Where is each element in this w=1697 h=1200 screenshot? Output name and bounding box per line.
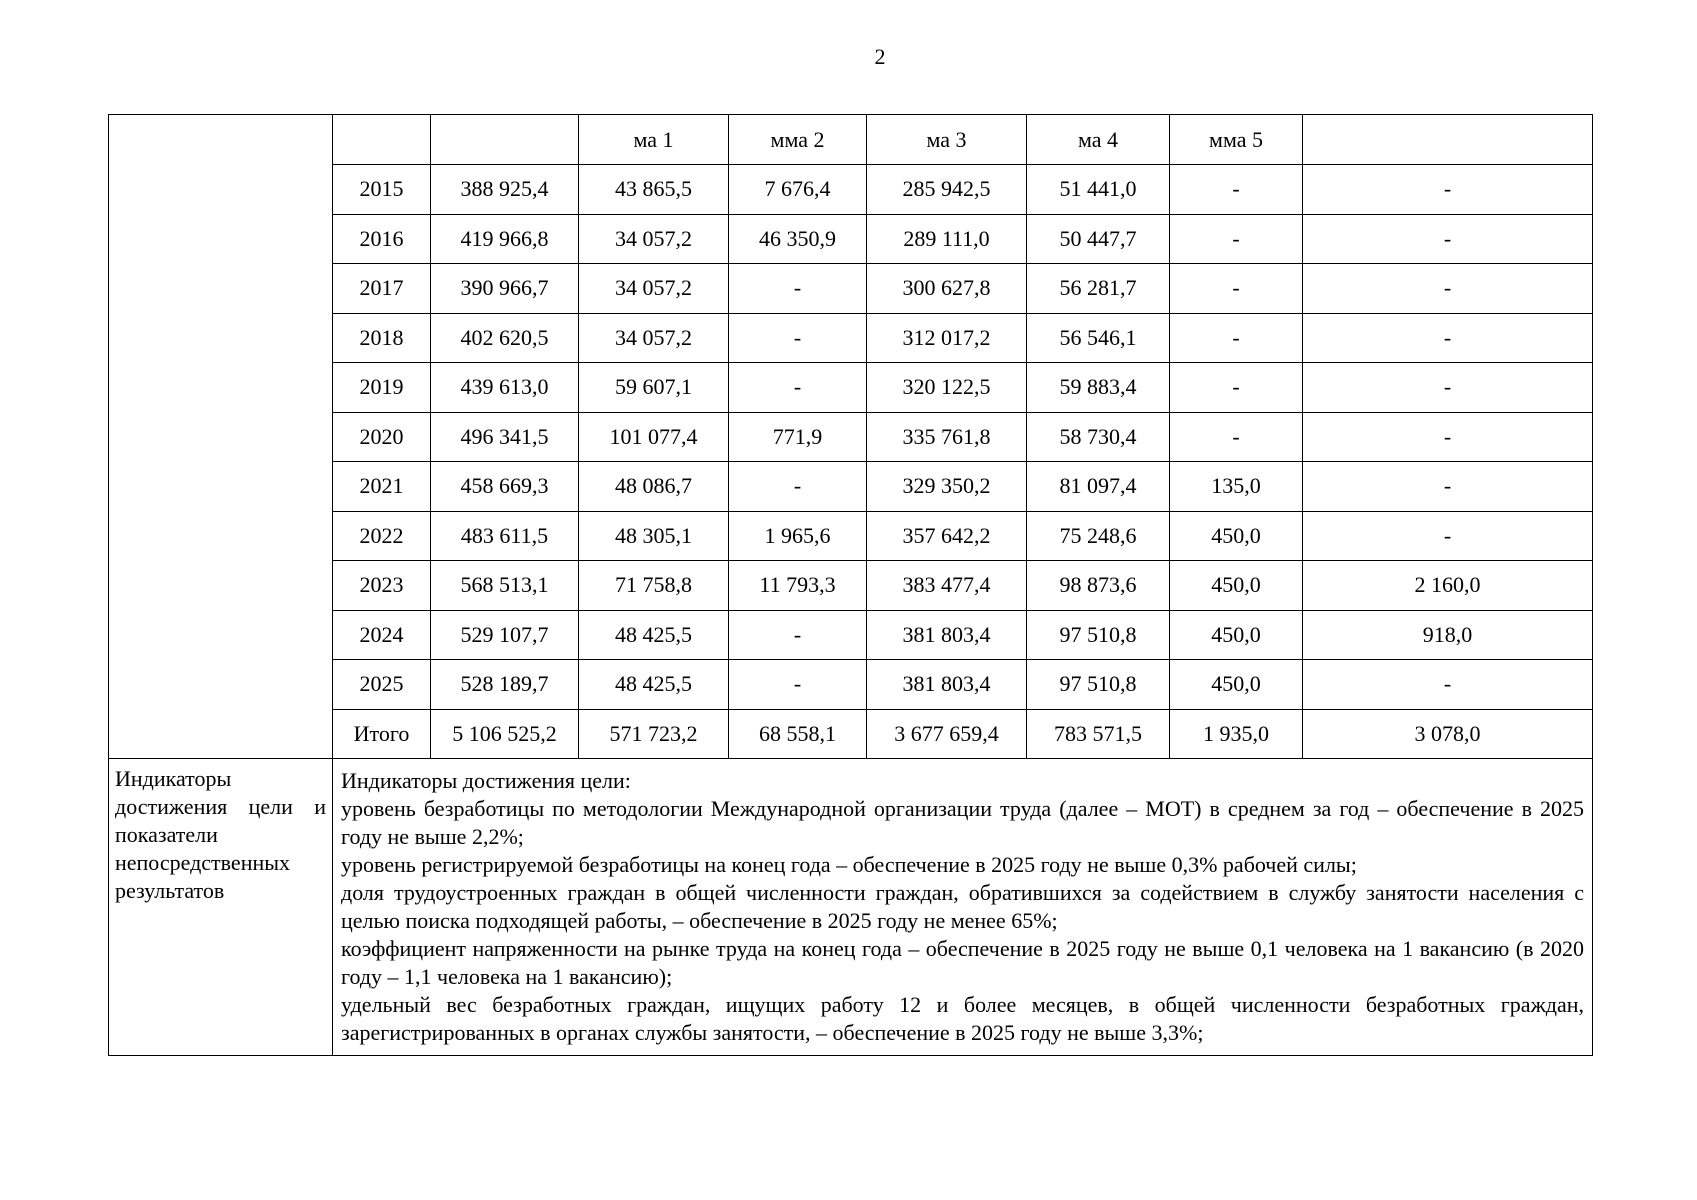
value-cell: 383 477,4: [867, 561, 1027, 611]
header-cell: ма 1: [579, 115, 729, 165]
year-cell: Итого: [333, 709, 431, 759]
left-empty-cell: [109, 115, 333, 759]
value-cell: 11 793,3: [729, 561, 867, 611]
header-cell: ма 4: [1027, 115, 1170, 165]
value-cell: 7 676,4: [729, 165, 867, 215]
indicators-text: [333, 759, 1593, 1056]
value-cell: -: [1170, 412, 1303, 462]
value-cell: 50 447,7: [1027, 214, 1170, 264]
value-cell: 390 966,7: [431, 264, 579, 314]
value-cell: -: [729, 660, 867, 710]
year-cell: 2025: [333, 660, 431, 710]
value-cell: -: [1170, 214, 1303, 264]
indicators-paragraph: доля трудоустроенных граждан в общей численности граждан, обратившихся за содействием в службу занятости населения с целью поиска подходящей работы, – обеспечение в 2025 году не менее 65%;: [341, 880, 1584, 933]
value-cell: -: [1170, 264, 1303, 314]
indicators-paragraph: удельный вес безработных граждан, ищущих работу 12 и более месяцев, в общей численности безработных граждан, зарегистрированных в органах службы занятости, – обеспечение в 2025 году не выше 3,3%;: [341, 992, 1584, 1045]
value-cell: -: [729, 610, 867, 660]
value-cell: 2 160,0: [1303, 561, 1593, 611]
year-cell: 2023: [333, 561, 431, 611]
value-cell: -: [729, 462, 867, 512]
value-cell: -: [1303, 214, 1593, 264]
value-cell: 458 669,3: [431, 462, 579, 512]
value-cell: 450,0: [1170, 610, 1303, 660]
value-cell: 5 106 525,2: [431, 709, 579, 759]
value-cell: -: [1170, 313, 1303, 363]
value-cell: 381 803,4: [867, 610, 1027, 660]
value-cell: 529 107,7: [431, 610, 579, 660]
indicators-paragraph: уровень регистрируемой безработицы на конец года – обеспечение в 2025 году не выше 0,3% рабочей силы;: [341, 852, 1357, 877]
indicators-label: Индикаторы достижения цели и показатели непосредственных результатов: [109, 759, 333, 1056]
header-cell: мма 2: [729, 115, 867, 165]
value-cell: 98 873,6: [1027, 561, 1170, 611]
value-cell: -: [1303, 313, 1593, 363]
value-cell: -: [1303, 462, 1593, 512]
page-number: 2: [874, 44, 886, 69]
value-cell: 496 341,5: [431, 412, 579, 462]
value-cell: -: [1303, 412, 1593, 462]
value-cell: 285 942,5: [867, 165, 1027, 215]
value-cell: 568 513,1: [431, 561, 579, 611]
value-cell: -: [1303, 660, 1593, 710]
value-cell: 329 350,2: [867, 462, 1027, 512]
year-cell: 2024: [333, 610, 431, 660]
value-cell: 97 510,8: [1027, 660, 1170, 710]
value-cell: 71 758,8: [579, 561, 729, 611]
value-cell: 34 057,2: [579, 214, 729, 264]
value-cell: 450,0: [1170, 561, 1303, 611]
value-cell: 918,0: [1303, 610, 1593, 660]
value-cell: 75 248,6: [1027, 511, 1170, 561]
value-cell: 439 613,0: [431, 363, 579, 413]
value-cell: -: [1170, 363, 1303, 413]
value-cell: 3 677 659,4: [867, 709, 1027, 759]
value-cell: 312 017,2: [867, 313, 1027, 363]
value-cell: -: [729, 264, 867, 314]
value-cell: 419 966,8: [431, 214, 579, 264]
value-cell: 59 607,1: [579, 363, 729, 413]
value-cell: 450,0: [1170, 511, 1303, 561]
value-cell: 381 803,4: [867, 660, 1027, 710]
value-cell: -: [1303, 363, 1593, 413]
financing-table: [108, 114, 1593, 1056]
year-cell: 2020: [333, 412, 431, 462]
value-cell: 335 761,8: [867, 412, 1027, 462]
value-cell: 1 965,6: [729, 511, 867, 561]
header-cell: [1303, 115, 1593, 165]
year-cell: 2017: [333, 264, 431, 314]
year-cell: 2018: [333, 313, 431, 363]
indicators-paragraph: Индикаторы достижения цели:: [341, 768, 631, 793]
value-cell: 48 086,7: [579, 462, 729, 512]
value-cell: 48 305,1: [579, 511, 729, 561]
year-cell: 2019: [333, 363, 431, 413]
value-cell: -: [1303, 165, 1593, 215]
value-cell: 571 723,2: [579, 709, 729, 759]
value-cell: 1 935,0: [1170, 709, 1303, 759]
value-cell: 528 189,7: [431, 660, 579, 710]
header-cell: [333, 115, 431, 165]
value-cell: 483 611,5: [431, 511, 579, 561]
value-cell: -: [729, 313, 867, 363]
value-cell: 135,0: [1170, 462, 1303, 512]
header-cell: мма 5: [1170, 115, 1303, 165]
indicators-paragraph: уровень безработицы по методологии Международной организации труда (далее – МОТ) в среднем за год – обеспечение в 2025 году не выше 2,2%;: [341, 796, 1584, 849]
value-cell: 56 281,7: [1027, 264, 1170, 314]
value-cell: 34 057,2: [579, 264, 729, 314]
value-cell: 48 425,5: [579, 660, 729, 710]
value-cell: 56 546,1: [1027, 313, 1170, 363]
value-cell: -: [729, 363, 867, 413]
year-cell: 2021: [333, 462, 431, 512]
value-cell: 97 510,8: [1027, 610, 1170, 660]
value-cell: 357 642,2: [867, 511, 1027, 561]
value-cell: -: [1170, 165, 1303, 215]
value-cell: 450,0: [1170, 660, 1303, 710]
year-cell: 2022: [333, 511, 431, 561]
indicators-paragraph: коэффициент напряженности на рынке труда на конец года – обеспечение в 2025 году не выше 0,1 человека на 1 вакансию (в 2020 году – 1,1 человека на 1 вакансию);: [341, 936, 1584, 989]
value-cell: 43 865,5: [579, 165, 729, 215]
header-cell: [431, 115, 579, 165]
value-cell: 51 441,0: [1027, 165, 1170, 215]
year-cell: 2016: [333, 214, 431, 264]
value-cell: 101 077,4: [579, 412, 729, 462]
value-cell: 300 627,8: [867, 264, 1027, 314]
value-cell: 320 122,5: [867, 363, 1027, 413]
value-cell: 48 425,5: [579, 610, 729, 660]
value-cell: 68 558,1: [729, 709, 867, 759]
value-cell: 46 350,9: [729, 214, 867, 264]
value-cell: 3 078,0: [1303, 709, 1593, 759]
value-cell: -: [1303, 264, 1593, 314]
value-cell: 289 111,0: [867, 214, 1027, 264]
year-cell: 2015: [333, 165, 431, 215]
value-cell: 81 097,4: [1027, 462, 1170, 512]
value-cell: 388 925,4: [431, 165, 579, 215]
value-cell: 59 883,4: [1027, 363, 1170, 413]
value-cell: -: [1303, 511, 1593, 561]
value-cell: 771,9: [729, 412, 867, 462]
header-cell: ма 3: [867, 115, 1027, 165]
value-cell: 34 057,2: [579, 313, 729, 363]
value-cell: 402 620,5: [431, 313, 579, 363]
table-header-row: [109, 115, 1593, 165]
value-cell: 58 730,4: [1027, 412, 1170, 462]
indicators-row: [109, 759, 1593, 1056]
value-cell: 783 571,5: [1027, 709, 1170, 759]
